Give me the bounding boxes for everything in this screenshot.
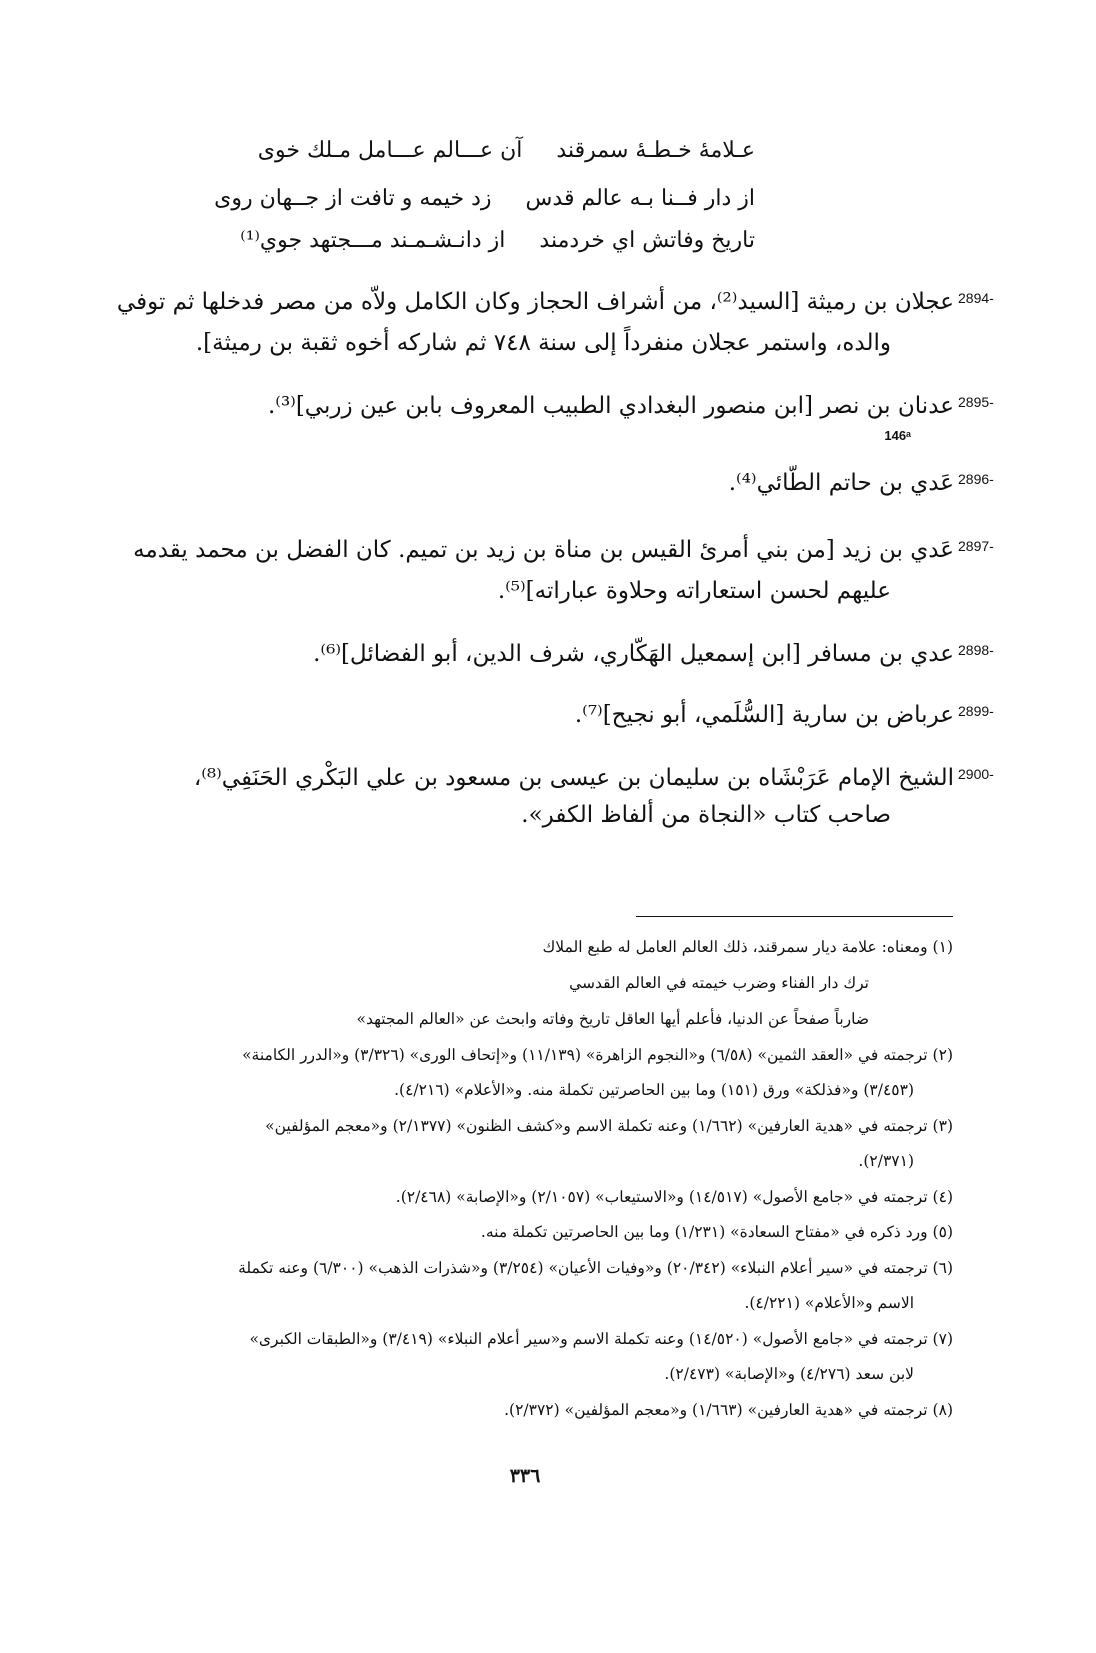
folio-marker: 146ᵃ (884, 428, 911, 443)
entry-continuation: عليهم لحسن استعاراته وحلاوة عباراته]⁽⁵⁾. (497, 578, 891, 604)
verse-hemistich: آن عـــالم عـــامل مـلك خوى (257, 138, 523, 163)
entry-text: عَدي بن زيد [من بني أمرئ القيس بن مناة بن زيد بن تميم. كان الفضل بن محمد يقدمه (133, 537, 954, 563)
footnote-continuation: لابن سعد (٤/٢٧٦) و«الإصابة» (٢/٤٧٣). (664, 1365, 914, 1383)
entry-continuation: صاحب كتاب «النجاة من ألفاظ الكفر». (521, 802, 891, 828)
page-number: ٣٣٦ (509, 1465, 541, 1487)
poem-verse (215, 186, 755, 228)
footnote: (١) ومعناه: علامة ديار سمرقند، ذلك العالم العامل له طبع الملاك (542, 938, 953, 956)
entry-number: 2894- (958, 290, 994, 306)
entry-number: 2896- (958, 471, 994, 487)
footnote: (٢) ترجمته في «العقد الثمين» (٦/٥٨) و«النجوم الزاهرة» (١١/١٣٩) و«إتحاف الورى» (٣/٣٢٦) و«الدرر الكامنة» (242, 1046, 953, 1064)
entry-number: 2899- (958, 703, 994, 719)
footnote-continuation: ضارباً صفحاً عن الدنيا، فأعلم أيها العاقل تاريخ وفاته وابحث عن «العالم المجتهد» (356, 1010, 869, 1028)
verse-hemistich: زد خيمه و تافت از جــهان روى (214, 186, 492, 211)
verse-hemistich: از دار فــنا بـه عالم قدس (525, 186, 755, 211)
entry-number: 2895- (958, 394, 994, 410)
entry-continuation: والده، واستمر عجلان منفرداً إلى سنة ٧٤٨ ثم شاركه أخوه ثقبة بن رميثة]. (195, 330, 891, 356)
verse-hemistich: تاريخ وفاتش اي خردمند (539, 228, 755, 253)
entry-number: 2900- (958, 766, 994, 782)
verse-hemistich: عـلامۀ خـطـۀ سمرقند (556, 138, 755, 163)
entry-text: عرباض بن سارية [السُّلَمي، أبو نجيح]⁽⁷⁾. (574, 702, 954, 728)
entry-text: عجلان بن رميثة [السيد⁽²⁾، من أشراف الحجاز وكان الكامل ولاّه من مصر فدخلها ثم توفي (116, 289, 954, 315)
footnote: (٤) ترجمته في «جامع الأصول» (١٤/٥١٧) و«الاستيعاب» (٢/١٠٥٧) و«الإصابة» (٢/٤٦٨). (395, 1188, 953, 1206)
poem-verse (215, 228, 755, 270)
footnote-continuation: الاسم و«الأعلام» (٤/٢٢١). (744, 1294, 914, 1312)
entry-number: 2897- (958, 538, 994, 554)
footnote: (٧) ترجمته في «جامع الأصول» (١٤/٥٢٠) وعنه تكملة الاسم و«سير أعلام النبلاء» (٣/٤١٩) و«الطبقات الكبرى» (249, 1330, 953, 1348)
footnote: (٥) ورد ذكره في «مفتاح السعادة» (١/٢٣١) وما بين الحاصرتين تكملة منه. (480, 1223, 953, 1241)
footnote: (٣) ترجمته في «هدية العارفين» (١/٦٦٢) وعنه تكملة الاسم و«كشف الظنون» (٢/١٣٧٧) و«معجم المؤلفين» (265, 1117, 953, 1135)
footnote-separator (636, 916, 953, 917)
verse-hemistich: از دانـشـمـند مـــجتهد جوي⁽¹⁾ (240, 228, 506, 253)
entry-text: عدنان بن نصر [ابن منصور البغدادي الطبيب المعروف بابن عين زربي]⁽³⁾. (267, 393, 954, 419)
entry-text: عَدي بن حاتم الطّائي⁽⁴⁾. (728, 470, 954, 496)
poem-verse (215, 138, 755, 180)
footnote: (٦) ترجمته في «سير أعلام النبلاء» (٢٠/٣٤٢) و«وفيات الأعيان» (٣/٢٥٤) و«شذرات الذهب» (٦/٣٠٠) وعنه تكملة (238, 1259, 953, 1277)
entry-text: الشيخ الإمام عَرَبْشَاه بن سليمان بن عيسى بن مسعود بن علي البَكْري الحَنَفِي⁽⁸⁾، (193, 765, 954, 791)
footnote-continuation: (٢/٣٧١). (858, 1152, 914, 1170)
footnote: (٨) ترجمته في «هدية العارفين» (١/٦٦٣) و«معجم المؤلفين» (٢/٣٧٢). (504, 1401, 953, 1419)
footnote-continuation: (٣/٤٥٣) و«فذلكة» ورق (١٥١) وما بين الحاصرتين تكملة منه. و«الأعلام» (٤/٢١٦). (394, 1081, 914, 1099)
entry-text: عدي بن مسافر [ابن إسمعيل الهَكّاري، شرف الدين، أبو الفضائل]⁽⁶⁾. (313, 641, 954, 667)
entry-number: 2898- (958, 642, 994, 658)
footnote-continuation: ترك دار الفناء وضرب خيمته في العالم القدسي (569, 974, 869, 992)
